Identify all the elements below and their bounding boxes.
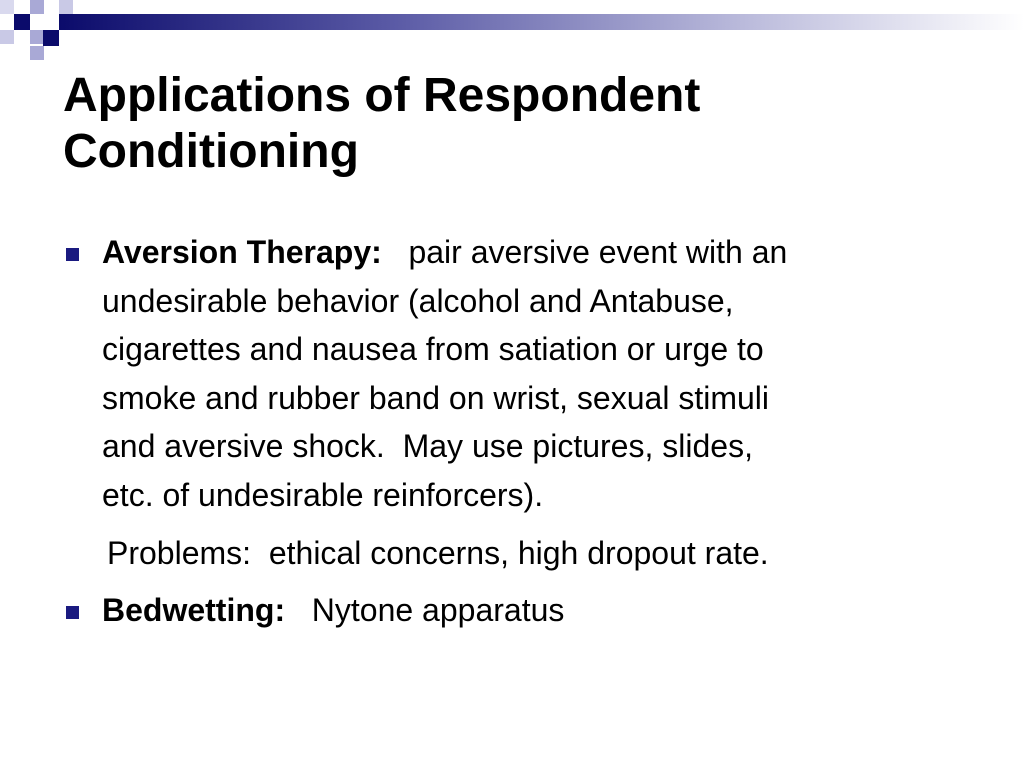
decor-square [43,30,59,46]
decor-square [0,30,14,44]
decor-square [30,46,44,60]
decor-square [59,0,73,14]
bullet-aversion-therapy [62,228,962,519]
bullet-text-line: and aversive shock. May use pictures, slides, [102,428,753,464]
decor-square [0,0,14,14]
bullet-term: Bedwetting: [102,591,286,628]
slide-decoration [0,0,1024,64]
decor-square [14,14,30,30]
decor-gradient-bar [59,14,1024,30]
bullet-text-line: cigarettes and nausea from satiation or urge to [102,331,764,367]
bullet-text-line: smoke and rubber band on wrist, sexual stimuli [102,379,769,416]
square-bullet-icon [66,606,79,619]
slide-body [62,228,962,634]
problems-line: Problems: ethical concerns, high dropout rate. [107,535,769,571]
decor-square [30,0,44,14]
slide-title-line1: Applications of Respondent [63,69,701,122]
bullet-text: Nytone apparatus [311,591,565,628]
term-spacer [382,234,400,270]
slide-title-line2: Conditioning [63,125,359,178]
decor-square [30,30,44,44]
bullet-bedwetting [62,586,962,635]
bullet-text-line: pair aversive event with an [408,234,788,270]
bullet-term: Aversion Therapy: [102,234,382,270]
bullet-text-line: etc. of undesirable reinforcers). [102,476,544,513]
slide-title [63,68,963,180]
bullet-text-line: undesirable behavior (alcohol and Antabuse, [102,282,734,319]
square-bullet-icon [66,248,79,261]
